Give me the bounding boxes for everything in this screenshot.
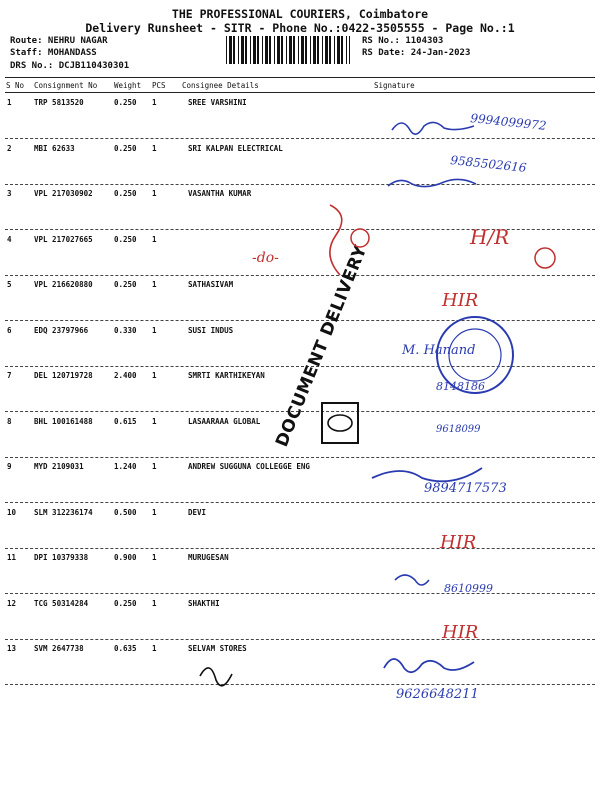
- row-4-sno: 4: [7, 234, 12, 244]
- signature-13-icon: [384, 659, 474, 672]
- row-4-weight: 0.250: [114, 234, 137, 244]
- signature-11-icon: [395, 575, 429, 585]
- handwriting-r9: 9894717573: [424, 481, 507, 496]
- row-10-weight: 0.500: [114, 507, 137, 517]
- row-11-consignment: DPI 10379338: [34, 553, 89, 562]
- row-1-pcs: 1: [152, 98, 157, 107]
- row-8-consignment: BHL 100161488: [34, 416, 93, 426]
- runsheet-title: Delivery Runsheet - SITR - Phone No.:0422-3505555 - Page No.:1: [85, 21, 515, 35]
- row-4-pcs: 1: [152, 234, 157, 244]
- handwriting-r11: 8610999: [444, 582, 493, 595]
- row-10-consignee: DEVI: [188, 507, 207, 517]
- row-6-consignee: SUSI INDUS: [188, 325, 234, 335]
- row-12-pcs: 1: [152, 598, 157, 608]
- signature-9-icon: [372, 468, 482, 481]
- row-2-consignee: SRI KALPAN ELECTRICAL: [188, 143, 283, 153]
- row-9-consignee: ANDREW SUGGUNA COLLEGGE ENG: [188, 462, 310, 471]
- circle-mark-2-icon: [535, 248, 555, 268]
- row-5-pcs: 1: [152, 280, 157, 289]
- row-5-sno: 5: [7, 280, 12, 289]
- circle-mark-1-icon: [351, 229, 369, 247]
- stamp-seal-icon: [328, 415, 352, 431]
- row-13-sno: 13: [7, 644, 17, 653]
- row-3-sno: 3: [7, 189, 12, 198]
- handwriting-r5: HIR: [442, 290, 479, 311]
- row-1-consignee: SREE VARSHINI: [188, 98, 247, 107]
- row-8-sno: 8: [7, 416, 12, 426]
- row-8-consignee: LASAARAAA GLOBAL: [188, 416, 261, 426]
- row-13-weight: 0.635: [114, 644, 137, 653]
- row-1-sno: 1: [7, 98, 12, 107]
- row-7-consignment: DEL 120719728: [34, 371, 93, 380]
- row-4-consignment: VPL 217027665: [34, 234, 93, 244]
- row-1-weight: 0.250: [114, 98, 137, 107]
- row-10-sno: 10: [7, 507, 17, 517]
- drs-number: DRS No.: DCJB110430301: [10, 61, 130, 71]
- row-3-consignment: VPL 217030902: [34, 189, 93, 198]
- row-13-consignment: SVM 2647738: [34, 644, 84, 653]
- handwriting-r3: -do-: [252, 250, 279, 266]
- row-1-consignment: TRP 5813520: [34, 98, 84, 107]
- row-2-pcs: 1: [152, 143, 157, 153]
- row-7-weight: 2.400: [114, 371, 137, 380]
- row-6-weight: 0.330: [114, 325, 137, 335]
- row-7-sno: 7: [7, 371, 12, 380]
- row-8-weight: 0.615: [114, 416, 137, 426]
- row-10-pcs: 1: [152, 507, 157, 517]
- row-13-pcs: 1: [152, 644, 157, 653]
- col-consignment: Consignment No: [34, 81, 98, 90]
- row-5-weight: 0.250: [114, 280, 137, 289]
- row-12-weight: 0.250: [114, 598, 137, 608]
- signature-13-left-icon: [200, 668, 232, 686]
- handwriting-r6: M. Hanand: [402, 343, 476, 358]
- document-delivery-stamp: DOCUMENT DELIVERY: [272, 242, 372, 450]
- row-2-consignment: MBI 62633: [34, 143, 75, 153]
- handwriting-r7: 8148186: [436, 380, 485, 393]
- row-3-weight: 0.250: [114, 189, 137, 198]
- signature-1-icon: [392, 122, 474, 134]
- row-6-pcs: 1: [152, 325, 157, 335]
- row-12-sno: 12: [7, 598, 17, 608]
- route-label: Route: NEHRU NAGAR: [10, 36, 108, 46]
- row-6-consignment: EDQ 23797966: [34, 325, 89, 335]
- row-11-sno: 11: [7, 553, 17, 562]
- ditto-mark-icon: [330, 205, 342, 275]
- row-6-sno: 6: [7, 325, 12, 335]
- handwriting-r1: 9994099972: [469, 111, 548, 133]
- row-12-consignee: SHAKTHI: [188, 598, 220, 608]
- row-9-consignment: MYD 2109031: [34, 462, 84, 471]
- handwriting-r8: 9618099: [436, 424, 481, 435]
- row-2-weight: 0.250: [114, 143, 137, 153]
- row-11-consignee: MURUGESAN: [188, 553, 229, 562]
- row-10-consignment: SLM 312236174: [34, 507, 93, 517]
- handwriting-r12: HIR: [442, 622, 479, 643]
- company-name: THE PROFESSIONAL COURIERS, Coimbatore: [171, 7, 429, 21]
- row-13-consignee: SELVAM STORES: [188, 644, 247, 653]
- row-5-consignment: VPL 216620880: [34, 280, 93, 289]
- row-8-pcs: 1: [152, 416, 157, 426]
- handwriting-r4: H/R: [470, 225, 510, 249]
- rs-number: RS No.: 1104303: [362, 36, 444, 46]
- row-12-consignment: TCG 50314284: [34, 598, 89, 608]
- row-5-consignee: SATHASIVAM: [188, 280, 234, 289]
- row-3-pcs: 1: [152, 189, 157, 198]
- handwriting-r10: HIR: [440, 532, 477, 553]
- staff-label: Staff: MOHANDASS: [10, 48, 97, 58]
- signature-2-icon: [388, 179, 476, 186]
- handwriting-r13: 9626648211: [396, 687, 479, 702]
- row-11-pcs: 1: [152, 553, 157, 562]
- col-consignee: Consignee Details: [182, 81, 259, 90]
- row-7-consignee: SMRTI KARTHIKEYAN: [188, 371, 265, 380]
- row-9-pcs: 1: [152, 462, 157, 471]
- col-signature: Signature: [374, 81, 415, 90]
- rs-date: RS Date: 24-Jan-2023: [362, 48, 471, 58]
- row-7-pcs: 1: [152, 371, 157, 380]
- col-pcs: PCS: [152, 81, 166, 90]
- row-9-weight: 1.240: [114, 462, 137, 471]
- row-2-sno: 2: [7, 143, 12, 153]
- row-9-sno: 9: [7, 462, 12, 471]
- row-3-consignee: VASANTHA KUMAR: [188, 189, 252, 198]
- handwriting-r2: 9585502616: [449, 153, 528, 175]
- col-sno: S No: [6, 81, 25, 90]
- col-weight: Weight: [114, 81, 142, 90]
- row-11-weight: 0.900: [114, 553, 137, 562]
